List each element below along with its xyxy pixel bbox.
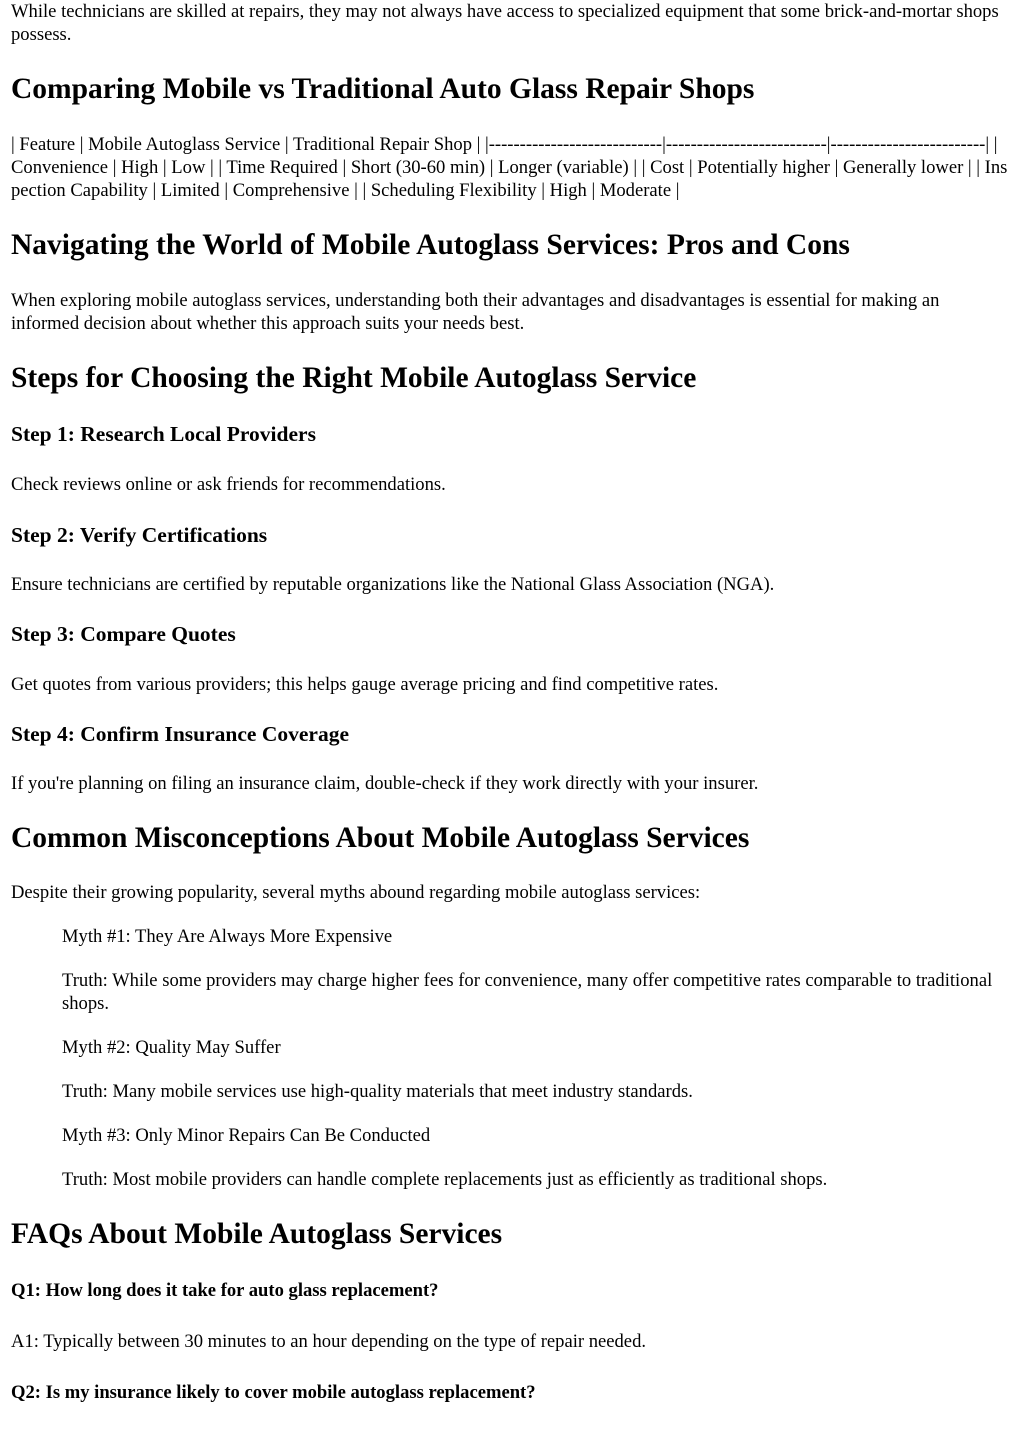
step-1-title: Step 1: Research Local Providers — [11, 422, 316, 446]
step-2-title: Step 2: Verify Certifications — [11, 523, 268, 547]
steps-heading: Steps for Choosing the Right Mobile Autoglass Service — [11, 362, 697, 394]
faq-question: Q1: How long does it take for auto glass replacement? — [11, 1280, 439, 1301]
faqs-heading: FAQs About Mobile Autoglass Services — [11, 1218, 503, 1250]
faq-answer: A1: Typically between 30 minutes to an hour depending on the type of repair needed. — [11, 1331, 647, 1352]
pros-cons-paragraph: When exploring mobile autoglass services, understanding both their advantages and disadvantages is essential for making an informed decision about whether this approach suits your needs best. — [11, 290, 940, 334]
myth-item: Myth #3: Only Minor Repairs Can Be Conducted — [62, 1125, 431, 1146]
pros-cons-heading: Navigating the World of Mobile Autoglass Services: Pros and Cons — [11, 229, 850, 261]
myth-item: Myth #2: Quality May Suffer — [62, 1037, 281, 1058]
step-4-title: Step 4: Confirm Insurance Coverage — [11, 722, 349, 746]
step-3-title: Step 3: Compare Quotes — [11, 622, 236, 646]
intro-paragraph: While technicians are skilled at repairs, they may not always have access to specialized equipment that some brick-and-mortar shops possess. — [11, 1, 999, 45]
step-1-body: Check reviews online or ask friends for recommendations. — [11, 474, 446, 495]
step-3-body: Get quotes from various providers; this helps gauge average pricing and find competitive rates. — [11, 674, 719, 695]
myth-item: Myth #1: They Are Always More Expensive — [62, 926, 393, 947]
myths-heading: Common Misconceptions About Mobile Autoglass Services — [11, 822, 750, 854]
step-2-body: Ensure technicians are certified by reputable organizations like the National Glass Association (NGA). — [11, 574, 775, 595]
faq-question: Q2: Is my insurance likely to cover mobile autoglass replacement? — [11, 1382, 536, 1403]
comparison-table-text: | Feature | Mobile Autoglass Service | Traditional Repair Shop | |----------------------------|--------------------------|-------------------------| | Convenience | High | Low | | Time Required | Short (30-60 min) | Longer (variable) | | Cost | Potentially higher | Generally lower | | Inspection Capability | Limited | Comprehensive | | Scheduling Flexibility | High | Moderate | — [11, 134, 1008, 201]
truth-item: Truth: Most mobile providers can handle complete replacements just as efficiently as traditional shops. — [62, 1169, 828, 1190]
step-4-body: If you're planning on filing an insurance claim, double-check if they work directly with your insurer. — [11, 773, 759, 794]
truth-item: Truth: Many mobile services use high-quality materials that meet industry standards. — [62, 1081, 693, 1102]
myths-intro: Despite their growing popularity, several myths abound regarding mobile autoglass services: — [11, 882, 701, 903]
comparison-heading: Comparing Mobile vs Traditional Auto Glass Repair Shops — [11, 73, 755, 105]
truth-item: Truth: While some providers may charge higher fees for convenience, many offer competitive rates comparable to traditional shops. — [62, 970, 993, 1014]
